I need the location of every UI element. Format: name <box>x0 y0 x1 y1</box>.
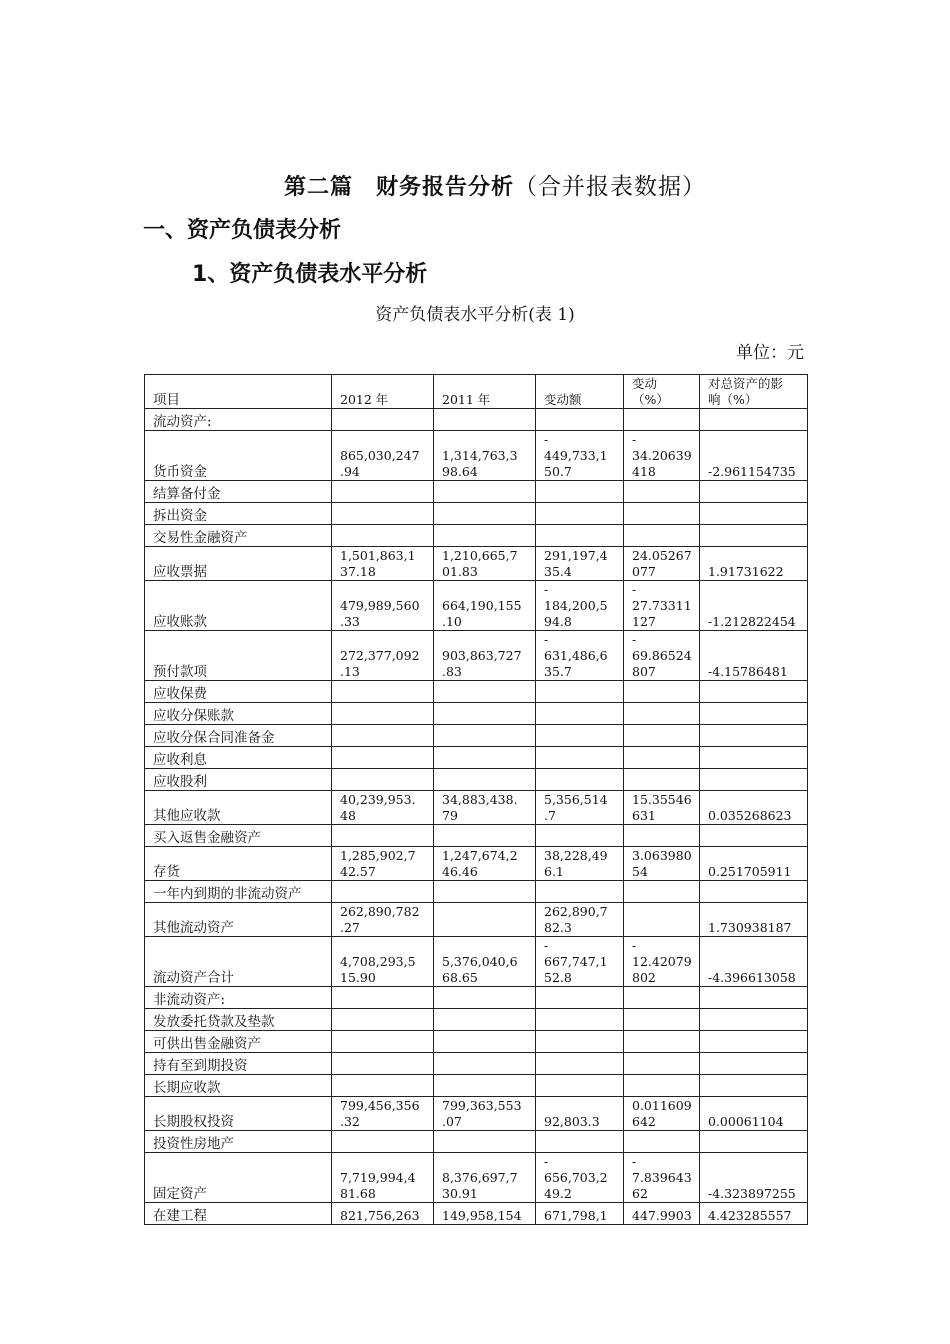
value-cell: 4.423285557 <box>700 1203 808 1225</box>
table-row <box>145 547 808 581</box>
value-cell <box>434 1131 536 1153</box>
value-cell: - 27.73311 127 <box>624 581 700 631</box>
value-cell <box>536 481 624 503</box>
value-cell <box>434 881 536 903</box>
document-title-main: 第二篇 财务报告分析 <box>283 175 514 200</box>
row-label-cell: 结算备付金 <box>145 481 332 503</box>
row-label-cell: 买入返售金融资产 <box>145 825 332 847</box>
value-cell <box>536 525 624 547</box>
table-header-row <box>145 375 808 409</box>
value-cell <box>624 503 700 525</box>
value-cell: - 69.86524 807 <box>624 631 700 681</box>
value-cell: 799,456,356 .32 <box>332 1097 434 1131</box>
value-cell: 24.05267 077 <box>624 547 700 581</box>
row-label-cell: 应收票据 <box>145 547 332 581</box>
table-row <box>145 1153 808 1203</box>
value-cell <box>700 703 808 725</box>
row-label-cell: 一年内到期的非流动资产 <box>145 881 332 903</box>
table-row <box>145 847 808 881</box>
value-cell <box>434 503 536 525</box>
value-cell <box>700 409 808 431</box>
document-title-sub: （合并报表数据） <box>514 174 706 200</box>
value-cell <box>434 703 536 725</box>
value-cell <box>624 525 700 547</box>
value-cell <box>434 1009 536 1031</box>
value-cell <box>536 1131 624 1153</box>
row-label-cell: 其他应收款 <box>145 791 332 825</box>
value-cell <box>700 769 808 791</box>
table-row <box>145 825 808 847</box>
value-cell <box>624 825 700 847</box>
row-label-cell: 预付款项 <box>145 631 332 681</box>
row-label-cell: 在建工程 <box>145 1203 332 1225</box>
row-label-cell: 应收分保合同准备金 <box>145 725 332 747</box>
value-cell <box>536 703 624 725</box>
row-label-cell: 长期应收款 <box>145 1075 332 1097</box>
table-row <box>145 1009 808 1031</box>
table-row <box>145 791 808 825</box>
row-label-cell: 持有至到期投资 <box>145 1053 332 1075</box>
value-cell: -1.212822454 <box>700 581 808 631</box>
value-cell <box>700 725 808 747</box>
value-cell <box>434 1031 536 1053</box>
value-cell <box>536 987 624 1009</box>
value-cell <box>434 409 536 431</box>
value-cell <box>536 769 624 791</box>
value-cell <box>434 481 536 503</box>
value-cell <box>536 881 624 903</box>
value-cell: - 34.20639 418 <box>624 431 700 481</box>
value-cell: 7,719,994,4 81.68 <box>332 1153 434 1203</box>
value-cell: 15.35546 631 <box>624 791 700 825</box>
value-cell: 0.251705911 <box>700 847 808 881</box>
value-cell <box>434 987 536 1009</box>
value-cell <box>624 1053 700 1075</box>
table-row <box>145 937 808 987</box>
value-cell <box>624 1031 700 1053</box>
value-cell: -4.323897255 <box>700 1153 808 1203</box>
value-cell: 671,798,1 <box>536 1203 624 1225</box>
value-cell <box>536 1031 624 1053</box>
value-cell: 0.00061104 <box>700 1097 808 1131</box>
value-cell: 变动 （%） <box>624 375 700 409</box>
value-cell <box>536 409 624 431</box>
value-cell: -4.15786481 <box>700 631 808 681</box>
row-label-cell: 可供出售金融资产 <box>145 1031 332 1053</box>
value-cell: 1.91731622 <box>700 547 808 581</box>
value-cell: 447.9903 <box>624 1203 700 1225</box>
value-cell: 8,376,697,7 30.91 <box>434 1153 536 1203</box>
section-heading: 一、资产负债表分析 <box>143 218 342 243</box>
value-cell <box>332 409 434 431</box>
value-cell <box>434 725 536 747</box>
value-cell <box>434 681 536 703</box>
row-label-cell: 应收保费 <box>145 681 332 703</box>
row-label-cell: 流动资产合计 <box>145 937 332 987</box>
document-title <box>0 168 950 201</box>
table-row <box>145 703 808 725</box>
value-cell <box>624 725 700 747</box>
row-label-cell: 其他流动资产 <box>145 903 332 937</box>
row-label-cell: 应收分保账款 <box>145 703 332 725</box>
value-cell: 1,501,863,1 37.18 <box>332 547 434 581</box>
value-cell: 1,285,902,7 42.57 <box>332 847 434 881</box>
value-cell <box>332 769 434 791</box>
value-cell: 479,989,560 .33 <box>332 581 434 631</box>
table-row <box>145 1203 808 1225</box>
value-cell <box>624 703 700 725</box>
value-cell <box>624 1131 700 1153</box>
value-cell: -2.961154735 <box>700 431 808 481</box>
value-cell <box>536 747 624 769</box>
value-cell <box>332 1131 434 1153</box>
value-cell: - 667,747,1 52.8 <box>536 937 624 987</box>
value-cell <box>434 1075 536 1097</box>
value-cell <box>434 825 536 847</box>
unit-label: 单位：元 <box>736 343 804 363</box>
table-row <box>145 1075 808 1097</box>
table-row <box>145 409 808 431</box>
value-cell <box>700 481 808 503</box>
value-cell: 1,210,665,7 01.83 <box>434 547 536 581</box>
value-cell: 664,190,155 .10 <box>434 581 536 631</box>
value-cell <box>700 503 808 525</box>
value-cell <box>700 1009 808 1031</box>
value-cell: 5,356,514 .7 <box>536 791 624 825</box>
value-cell <box>332 1031 434 1053</box>
value-cell <box>536 503 624 525</box>
value-cell: 272,377,092 .13 <box>332 631 434 681</box>
value-cell <box>624 881 700 903</box>
row-label-cell: 存货 <box>145 847 332 881</box>
row-label-cell: 货币资金 <box>145 431 332 481</box>
value-cell <box>536 825 624 847</box>
table-row <box>145 987 808 1009</box>
value-cell: 4,708,293,5 15.90 <box>332 937 434 987</box>
value-cell: 2012 年 <box>332 375 434 409</box>
table-row <box>145 631 808 681</box>
value-cell <box>624 987 700 1009</box>
value-cell: - 7.839643 62 <box>624 1153 700 1203</box>
value-cell: 903,863,727 .83 <box>434 631 536 681</box>
value-cell <box>332 825 434 847</box>
value-cell <box>700 1075 808 1097</box>
value-cell <box>332 725 434 747</box>
value-cell: 38,228,49 6.1 <box>536 847 624 881</box>
value-cell: 1.730938187 <box>700 903 808 937</box>
value-cell <box>536 725 624 747</box>
value-cell: 149,958,154 <box>434 1203 536 1225</box>
value-cell <box>700 825 808 847</box>
value-cell: 0.035268623 <box>700 791 808 825</box>
value-cell <box>536 681 624 703</box>
value-cell <box>624 481 700 503</box>
value-cell <box>624 769 700 791</box>
value-cell: - 12.42079 802 <box>624 937 700 987</box>
value-cell: 40,239,953. 48 <box>332 791 434 825</box>
table-row <box>145 431 808 481</box>
value-cell <box>332 747 434 769</box>
value-cell <box>624 1009 700 1031</box>
value-cell <box>434 769 536 791</box>
table-caption: 资产负债表水平分析(表 1) <box>375 305 575 325</box>
value-cell <box>332 1009 434 1031</box>
table-row <box>145 1053 808 1075</box>
value-cell <box>332 881 434 903</box>
value-cell: 5,376,040,6 68.65 <box>434 937 536 987</box>
row-label-cell: 应收股利 <box>145 769 332 791</box>
table-row <box>145 725 808 747</box>
value-cell <box>624 1075 700 1097</box>
value-cell: 变动额 <box>536 375 624 409</box>
value-cell <box>434 747 536 769</box>
value-cell: 对总资产的影 响（%） <box>700 375 808 409</box>
value-cell: - 656,703,2 49.2 <box>536 1153 624 1203</box>
value-cell <box>700 1053 808 1075</box>
value-cell: - 449,733,1 50.7 <box>536 431 624 481</box>
value-cell <box>700 681 808 703</box>
value-cell <box>624 903 700 937</box>
value-cell <box>700 1131 808 1153</box>
table-row <box>145 681 808 703</box>
value-cell <box>624 409 700 431</box>
value-cell <box>332 1053 434 1075</box>
value-cell <box>700 747 808 769</box>
value-cell <box>434 1053 536 1075</box>
table-row <box>145 903 808 937</box>
table-row <box>145 525 808 547</box>
value-cell <box>332 1075 434 1097</box>
row-label-cell: 拆出资金 <box>145 503 332 525</box>
value-cell <box>332 525 434 547</box>
table-row <box>145 1131 808 1153</box>
value-cell <box>624 747 700 769</box>
value-cell <box>332 503 434 525</box>
table-row <box>145 769 808 791</box>
value-cell: 1,314,763,3 98.64 <box>434 431 536 481</box>
table-row <box>145 881 808 903</box>
value-cell <box>434 903 536 937</box>
table-row <box>145 1031 808 1053</box>
row-label-cell: 应收利息 <box>145 747 332 769</box>
value-cell <box>700 1031 808 1053</box>
value-cell: -4.396613058 <box>700 937 808 987</box>
value-cell: 1,247,674,2 46.46 <box>434 847 536 881</box>
value-cell <box>536 1009 624 1031</box>
table-row <box>145 747 808 769</box>
value-cell <box>700 525 808 547</box>
table-row <box>145 1097 808 1131</box>
value-cell <box>536 1053 624 1075</box>
value-cell <box>332 703 434 725</box>
value-cell: 34,883,438. 79 <box>434 791 536 825</box>
value-cell <box>332 481 434 503</box>
row-label-cell: 长期股权投资 <box>145 1097 332 1131</box>
value-cell <box>700 987 808 1009</box>
subsection-heading: 1、资产负债表水平分析 <box>192 262 428 287</box>
value-cell: 262,890,7 82.3 <box>536 903 624 937</box>
table-row <box>145 581 808 631</box>
row-label-cell: 项目 <box>145 375 332 409</box>
value-cell: 3.063980 54 <box>624 847 700 881</box>
value-cell <box>536 1075 624 1097</box>
value-cell: - 631,486,6 35.7 <box>536 631 624 681</box>
value-cell: 92,803.3 <box>536 1097 624 1131</box>
value-cell: 0.011609 642 <box>624 1097 700 1131</box>
value-cell: - 184,200,5 94.8 <box>536 581 624 631</box>
value-cell <box>700 881 808 903</box>
value-cell <box>624 681 700 703</box>
row-label-cell: 非流动资产: <box>145 987 332 1009</box>
value-cell <box>434 525 536 547</box>
row-label-cell: 应收账款 <box>145 581 332 631</box>
value-cell: 865,030,247 .94 <box>332 431 434 481</box>
value-cell: 799,363,553 .07 <box>434 1097 536 1131</box>
balance-sheet-table <box>144 374 808 1225</box>
table-row <box>145 481 808 503</box>
value-cell: 2011 年 <box>434 375 536 409</box>
row-label-cell: 固定资产 <box>145 1153 332 1203</box>
row-label-cell: 流动资产: <box>145 409 332 431</box>
row-label-cell: 投资性房地产 <box>145 1131 332 1153</box>
value-cell <box>332 681 434 703</box>
row-label-cell: 发放委托贷款及垫款 <box>145 1009 332 1031</box>
value-cell: 291,197,4 35.4 <box>536 547 624 581</box>
row-label-cell: 交易性金融资产 <box>145 525 332 547</box>
table-row <box>145 503 808 525</box>
value-cell: 262,890,782 .27 <box>332 903 434 937</box>
value-cell: 821,756,263 <box>332 1203 434 1225</box>
value-cell <box>332 987 434 1009</box>
